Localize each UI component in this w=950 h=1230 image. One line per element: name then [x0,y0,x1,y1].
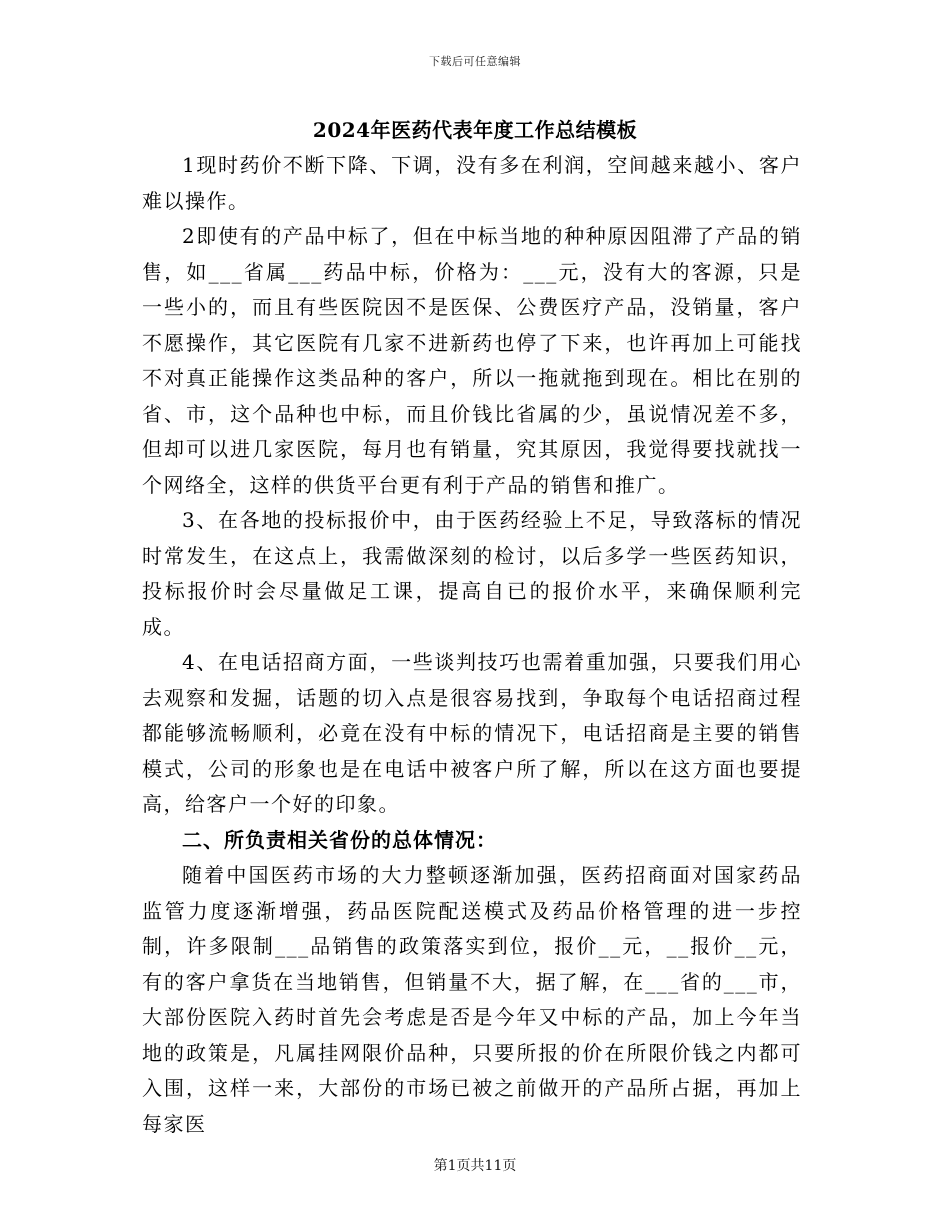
paragraph-4: 4、在电话招商方面，一些谈判技巧也需着重加强，只要我们用心去观察和发掘，话题的切入点是很容易找到，争取每个电话招商过程都能够流畅顺利，必竟在没有中标的情况下，电话招商是主要的销售模式，公司的形象也是在电话中被客户所了解，所以在这方面也要提高，给客户一个好的印象。 [142,650,802,816]
section-heading: 二、所负责相关省份的总体情况： [182,827,497,852]
document-body [142,148,802,1142]
paragraph-3: 3、在各地的投标报价中，由于医药经验上不足，导致落标的情况时常发生，在这点上，我需做深刻的检讨，以后多学一些医药知识，投标报价时会尽量做足工课，提高自已的报价水平，来确保顺利完成。 [142,508,802,639]
section-paragraph: 随着中国医药市场的大力整顿逐渐加强，医药招商面对国家药品监管力度逐渐增强，药品医院配送模式及药品价格管理的进一步控制，许多限制___品销售的政策落实到位，报价__元，__报价__元，有的客户拿货在当地销售，但销量不大，据了解，在___省的___市，大部份医院入药时首先会考虑是否是今年又中标的产品，加上今年当地的政策是，凡属挂网限价品种，只要所报的价在所限价钱之内都可入围，这样一来，大部份的市场已被之前做开的产品所占据，再加上每家医 [142,863,802,1136]
page-number: 第1页共11页 [433,1158,517,1174]
header-note: 下载后可任意编辑 [429,55,521,68]
document-title: 2024年医药代表年度工作总结模板 [312,118,638,142]
paragraph-2: 2即使有的产品中标了，但在中标当地的种种原因阻滞了产品的销售，如___省属___药品中标，价格为：___元，没有大的客源，只是一些小的，而且有些医院因不是医保、公费医疗产品，没销量，客户不愿操作，其它医院有几家不进新药也停了下来，也许再加上可能找不对真正能操作这类品种的客户，所以一拖就拖到现在。相比在别的省、市，这个品种也中标，而且价钱比省属的少，虽说情况差不多，但却可以进几家医院，每月也有销量，究其原因，我觉得要找就找一个网络全，这样的供货平台更有利于产品的销售和推广。 [142,224,802,497]
paragraph-1: 1现时药价不断下降、下调，没有多在利润，空间越来越小、客户难以操作。 [142,153,802,213]
